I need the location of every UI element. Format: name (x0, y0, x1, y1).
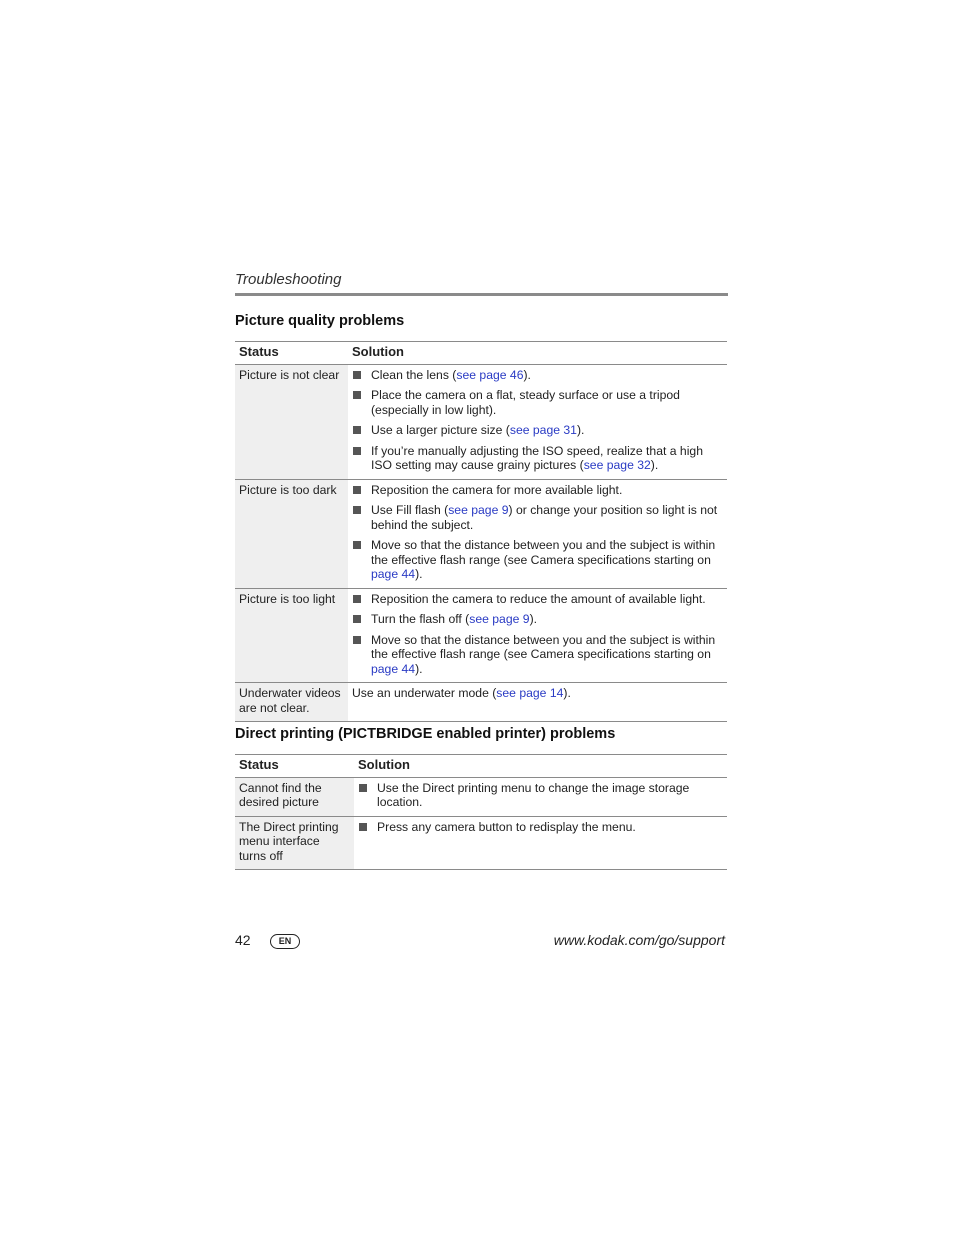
solution-column-header: Solution (348, 342, 727, 365)
list-item: Reposition the camera for more available light. (352, 483, 723, 498)
status-cell: Underwater videos are not clear. (235, 683, 348, 722)
status-cell: Cannot find the desired picture (235, 777, 354, 816)
solution-cell (354, 816, 727, 870)
status-column-header: Status (235, 755, 354, 778)
table-row (235, 588, 727, 683)
list-item: Press any camera button to redisplay the menu. (358, 820, 723, 835)
list-item: Use the Direct printing menu to change the image storage location. (358, 781, 723, 810)
solution-cell (354, 777, 727, 816)
status-cell: Picture is too dark (235, 479, 348, 588)
square-bullet-icon (353, 595, 361, 603)
table-row (235, 683, 727, 722)
table-header-row (235, 342, 727, 365)
list-item: Clean the lens (see page 46). (352, 368, 723, 383)
solution-cell: Use an underwater mode (see page 14). (348, 683, 727, 722)
page-link[interactable]: page 44 (371, 567, 416, 581)
square-bullet-icon (353, 371, 361, 379)
en-language-badge-icon: EN (270, 934, 300, 949)
page-link[interactable]: see page 14 (496, 686, 564, 700)
square-bullet-icon (353, 447, 361, 455)
solution-list (352, 483, 723, 582)
list-item: If you’re manually adjusting the ISO speed, realize that a high ISO setting may cause grainy pictures (see page 32). (352, 444, 723, 473)
table-row (235, 364, 727, 479)
square-bullet-icon (359, 784, 367, 792)
square-bullet-icon (359, 823, 367, 831)
square-bullet-icon (353, 506, 361, 514)
page-link[interactable]: see page 32 (583, 458, 651, 472)
page-link[interactable]: see page 46 (456, 367, 524, 382)
solution-list (352, 592, 723, 677)
solution-cell (348, 479, 727, 588)
square-bullet-icon (353, 541, 361, 549)
solution-column-header: Solution (354, 755, 727, 778)
support-url: www.kodak.com/go/support (553, 932, 725, 948)
list-item: Use Fill flash (see page 9) or change your position so light is not behind the subject. (352, 503, 723, 532)
solution-list (352, 368, 723, 473)
table-row (235, 777, 727, 816)
section-header: Troubleshooting (235, 271, 342, 288)
direct-printing-title: Direct printing (PICTBRIDGE enabled printer) problems (235, 726, 616, 742)
page-link[interactable]: page 44 (371, 661, 416, 676)
solution-cell (348, 364, 727, 479)
page-link[interactable]: see page 9 (448, 503, 509, 517)
status-cell: The Direct printing menu interface turns off (235, 816, 354, 870)
square-bullet-icon (353, 426, 361, 434)
list-item: Reposition the camera to reduce the amount of available light. (352, 592, 723, 607)
square-bullet-icon (353, 615, 361, 623)
solution-list (358, 781, 723, 810)
list-item: Turn the flash off (see page 9). (352, 612, 723, 627)
status-column-header: Status (235, 342, 348, 365)
table-row (235, 816, 727, 870)
square-bullet-icon (353, 486, 361, 494)
direct-printing-table (235, 754, 727, 870)
list-item: Place the camera on a flat, steady surface or use a tripod (especially in low light). (352, 388, 723, 417)
status-cell: Picture is too light (235, 588, 348, 683)
table-row (235, 479, 727, 588)
solution-cell (348, 588, 727, 683)
list-item: Use a larger picture size (see page 31). (352, 423, 723, 438)
section-divider (235, 293, 728, 296)
square-bullet-icon (353, 636, 361, 644)
solution-list (358, 820, 723, 835)
page-link[interactable]: see page 31 (509, 423, 577, 437)
picture-quality-title: Picture quality problems (235, 313, 405, 329)
status-cell: Picture is not clear (235, 364, 348, 479)
list-item: Move so that the distance between you and the subject is within the effective flash range (see Camera specifications starting on page 44). (352, 538, 723, 582)
page-number: 42 (235, 932, 251, 948)
table-header-row (235, 755, 727, 778)
square-bullet-icon (353, 391, 361, 399)
list-item: Move so that the distance between you and the subject is within the effective flash range (see Camera specifications starting on page 44). (352, 633, 723, 677)
picture-quality-table (235, 341, 727, 722)
page-link[interactable]: see page 9 (469, 612, 530, 626)
